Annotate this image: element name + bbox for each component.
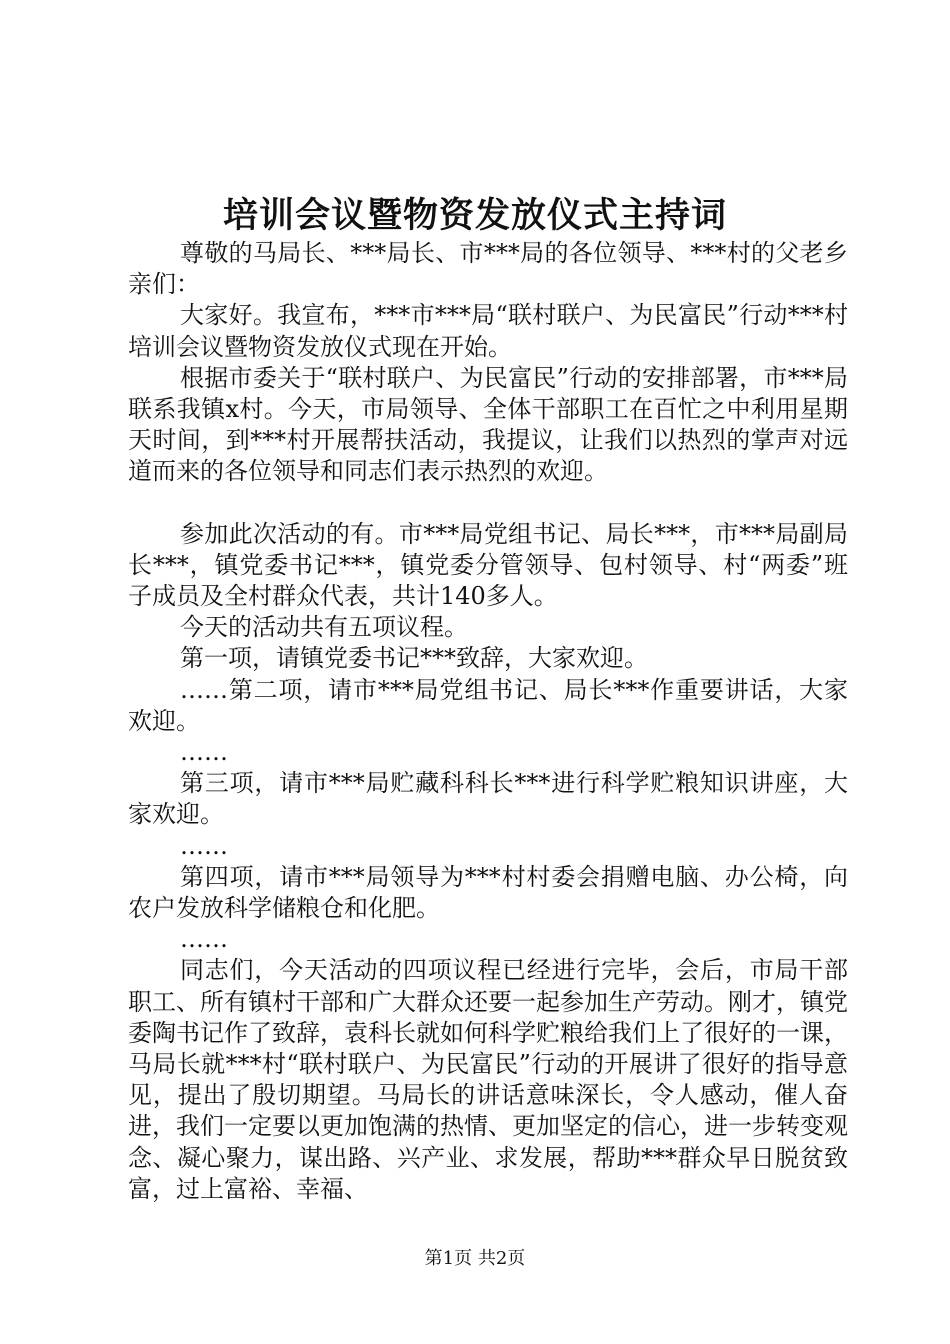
paragraph-item-3: 第三项，请市***局贮藏科科长***进行科学贮粮知识讲座，大家欢迎。 [128, 769, 848, 829]
paragraph-agenda: 今天的活动共有五项议程。 [180, 613, 468, 642]
paragraph-item-2: ……第二项，请市***局党组书记、局长***作重要讲话，大家欢迎。 [128, 675, 848, 735]
paragraph-ellipsis: …… [180, 831, 228, 860]
page-number: 第1页 共2页 [424, 1248, 526, 1269]
paragraph-closing: 同志们，今天活动的四项议程已经进行完毕，会后，市局干部职工、所有镇村干部和广大群众还要一起参加生产劳动。刚才，镇党委陶书记作了致辞，袁科长就如何科学贮粮给我们上了很好的一课，马局长就***村“联村联户、为民富民”行动的开展讲了很好的指导意见，提出了殷切期望。马局长的讲话意味深长，令人感动，催人奋进，我们一定要以更加饱满的热情、更加坚定的信心，进一步转变观念、凝心聚力，谋出路、兴产业、求发展，帮助***群众早日脱贫致富，过上富裕、幸福、 [128, 956, 848, 1203]
document-title: 培训会议暨物资发放仪式主持词 [222, 195, 727, 236]
paragraph-item-1: 第一项，请镇党委书记***致辞，大家欢迎。 [180, 644, 648, 673]
paragraph-ellipsis: …… [180, 738, 228, 767]
paragraph-background: 根据市委关于“联村联户、为民富民”行动的安排部署，市***局联系我镇x村。今天，市局领导、全体干部职工在百忙之中利用星期天时间，到***村开展帮扶活动，我提议，让我们以热烈的掌声对远道而来的各位领导和同志们表示热烈的欢迎。 [128, 363, 848, 486]
paragraph-greeting: 尊敬的马局长、***局长、市***局的各位领导、***村的父老乡亲们： [128, 239, 848, 299]
document-body [128, 238, 848, 1205]
paragraph-ellipsis: …… [180, 925, 228, 954]
paragraph-opening: 大家好。我宣布，***市***局“联村联户、为民富民”行动***村培训会议暨物资发放仪式现在开始。 [128, 301, 848, 361]
blank-line [128, 488, 848, 519]
paragraph-attendees: 参加此次活动的有。市***局党组书记、局长***，市***局副局长***，镇党委书记***，镇党委分管领导、包村领导、村“两委”班子成员及全村群众代表，共计140多人。 [128, 519, 848, 611]
paragraph-item-4: 第四项，请市***局领导为***村村委会捐赠电脑、办公椅，向农户发放科学储粮仓和化肥。 [128, 862, 848, 923]
